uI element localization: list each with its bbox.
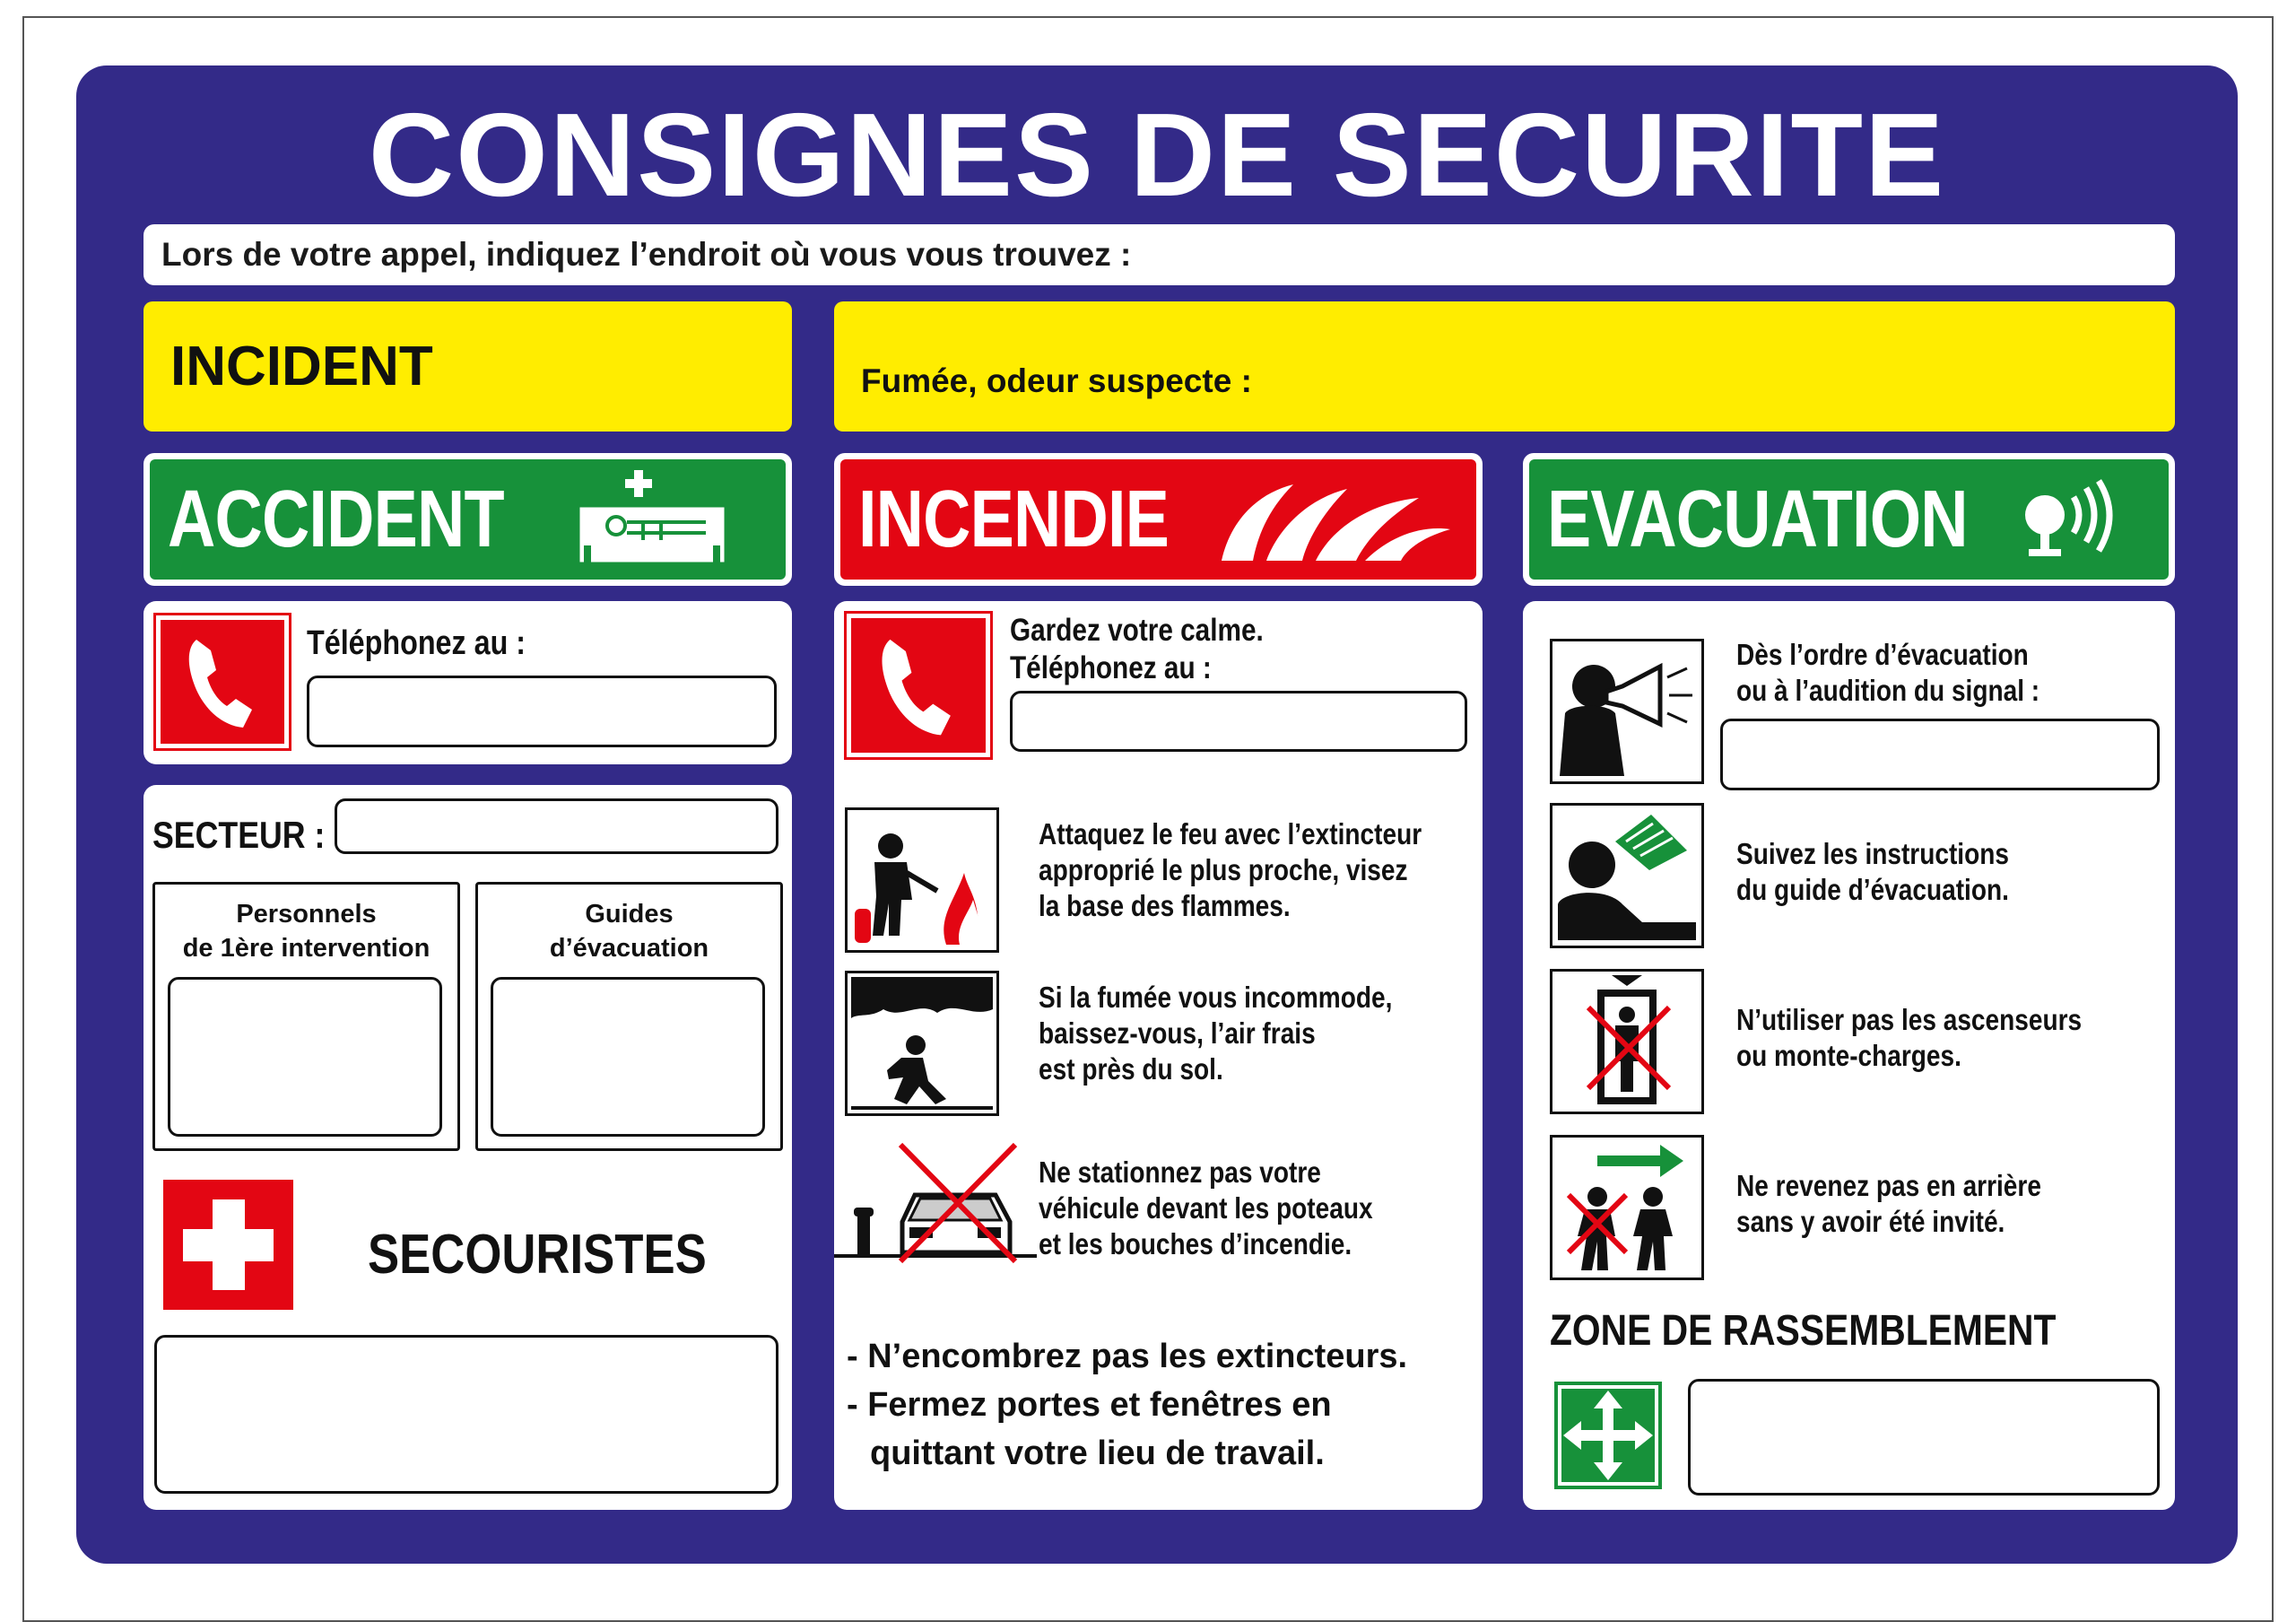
sector-label: SECTEUR : bbox=[152, 814, 326, 856]
telephone-icon bbox=[847, 614, 990, 757]
bullet-close-doors-line2: quittant votre lieu de travail. bbox=[870, 1435, 1325, 1472]
elevators-line2: ou monte-charges. bbox=[1736, 1039, 1961, 1072]
evac-guides-field[interactable] bbox=[491, 977, 765, 1137]
incendie-phone-field[interactable] bbox=[1010, 691, 1467, 752]
calm-line1: Gardez votre calme. bbox=[1010, 613, 1264, 648]
incendie-panel bbox=[834, 601, 1483, 1510]
first-intervention-line2: de 1ère intervention bbox=[182, 934, 430, 963]
calm-line2: Téléphonez au : bbox=[1010, 650, 1212, 685]
flame-icon bbox=[1213, 475, 1455, 565]
order-line2: ou à l’audition du signal : bbox=[1736, 674, 2040, 707]
extinguisher-line3: la base des flammes. bbox=[1039, 889, 1291, 922]
page-title: CONSIGNES DE SECURITE bbox=[368, 89, 1946, 221]
sector-field[interactable] bbox=[335, 798, 778, 854]
incendie-banner-label: INCENDIE bbox=[858, 475, 1170, 564]
evacuation-panel bbox=[1523, 601, 2175, 1510]
parking-line1: Ne stationnez pas votre bbox=[1039, 1155, 1321, 1189]
firefighter-extinguisher-icon bbox=[845, 807, 999, 953]
rescuers-field[interactable] bbox=[154, 1335, 778, 1494]
extinguisher-line1: Attaquez le feu avec l’extincteur bbox=[1039, 817, 1422, 850]
smoke-line3: est près du sol. bbox=[1039, 1052, 1223, 1086]
no-return-icon bbox=[1550, 1135, 1704, 1280]
guide-instructions-icon bbox=[1550, 803, 1704, 948]
no-parking-hydrant-icon bbox=[834, 1141, 1037, 1267]
assembly-zone-label: ZONE DE RASSEMBLEMENT bbox=[1550, 1307, 2057, 1355]
smoke-suspect-field[interactable]: Fumée, odeur suspecte : bbox=[834, 301, 2175, 432]
telephone-icon bbox=[156, 615, 289, 748]
follow-line1: Suivez les instructions bbox=[1736, 837, 2009, 870]
call-instruction-field[interactable]: Lors de votre appel, indiquez l’endroit où vous vous trouvez : bbox=[144, 224, 2175, 285]
parking-line3: et les bouches d’incendie. bbox=[1039, 1227, 1352, 1260]
follow-line2: du guide d’évacuation. bbox=[1736, 873, 2009, 906]
elevators-line1: N’utiliser pas les ascenseurs bbox=[1736, 1003, 2083, 1036]
smoke-crawl-icon bbox=[845, 971, 999, 1116]
no-return-line1: Ne revenez pas en arrière bbox=[1736, 1169, 2041, 1202]
evacuation-banner-label: EVACUATION bbox=[1547, 475, 1968, 564]
phone-label: Téléphonez au : bbox=[307, 624, 526, 662]
accident-banner bbox=[144, 453, 792, 586]
bullet-extinguishers: - N’encombrez pas les extincteurs. bbox=[847, 1338, 1408, 1375]
first-intervention-line1: Personnels bbox=[236, 900, 377, 929]
assembly-zone-field[interactable] bbox=[1688, 1379, 2160, 1496]
no-elevator-icon bbox=[1550, 969, 1704, 1114]
megaphone-icon bbox=[1550, 639, 1704, 784]
order-line1: Dès l’ordre d’évacuation bbox=[1736, 638, 2029, 671]
evac-guides-line2: d’évacuation bbox=[549, 934, 709, 963]
smoke-line1: Si la fumée vous incommode, bbox=[1039, 981, 1393, 1014]
accident-banner-label: ACCIDENT bbox=[168, 475, 504, 564]
rescuers-label: SECOURISTES bbox=[368, 1224, 707, 1286]
evacuation-banner bbox=[1523, 453, 2175, 586]
bullet-close-doors-line1: - Fermez portes et fenêtres en bbox=[847, 1386, 1332, 1424]
first-intervention-field[interactable] bbox=[168, 977, 442, 1137]
incendie-banner bbox=[834, 453, 1483, 586]
parking-line2: véhicule devant les poteaux bbox=[1039, 1191, 1373, 1225]
first-intervention-box bbox=[152, 882, 460, 1151]
safety-board bbox=[76, 65, 2238, 1564]
evac-guides-box bbox=[475, 882, 783, 1151]
siren-icon bbox=[2018, 479, 2117, 564]
assembly-point-icon bbox=[1554, 1382, 1662, 1489]
first-aid-cross-icon bbox=[163, 1180, 293, 1310]
stretcher-icon bbox=[571, 470, 733, 571]
smoke-line2: baissez-vous, l’air frais bbox=[1039, 1016, 1316, 1050]
incident-label: INCIDENT bbox=[144, 301, 792, 432]
evac-guides-line1: Guides bbox=[585, 900, 674, 929]
evacuation-signal-field[interactable] bbox=[1720, 719, 2160, 790]
accident-detail-panel bbox=[144, 785, 792, 1510]
extinguisher-line2: approprié le plus proche, visez bbox=[1039, 853, 1408, 886]
accident-phone-field[interactable] bbox=[307, 676, 777, 747]
no-return-line2: sans y avoir été invité. bbox=[1736, 1205, 2005, 1238]
accident-phone-panel bbox=[144, 601, 792, 764]
